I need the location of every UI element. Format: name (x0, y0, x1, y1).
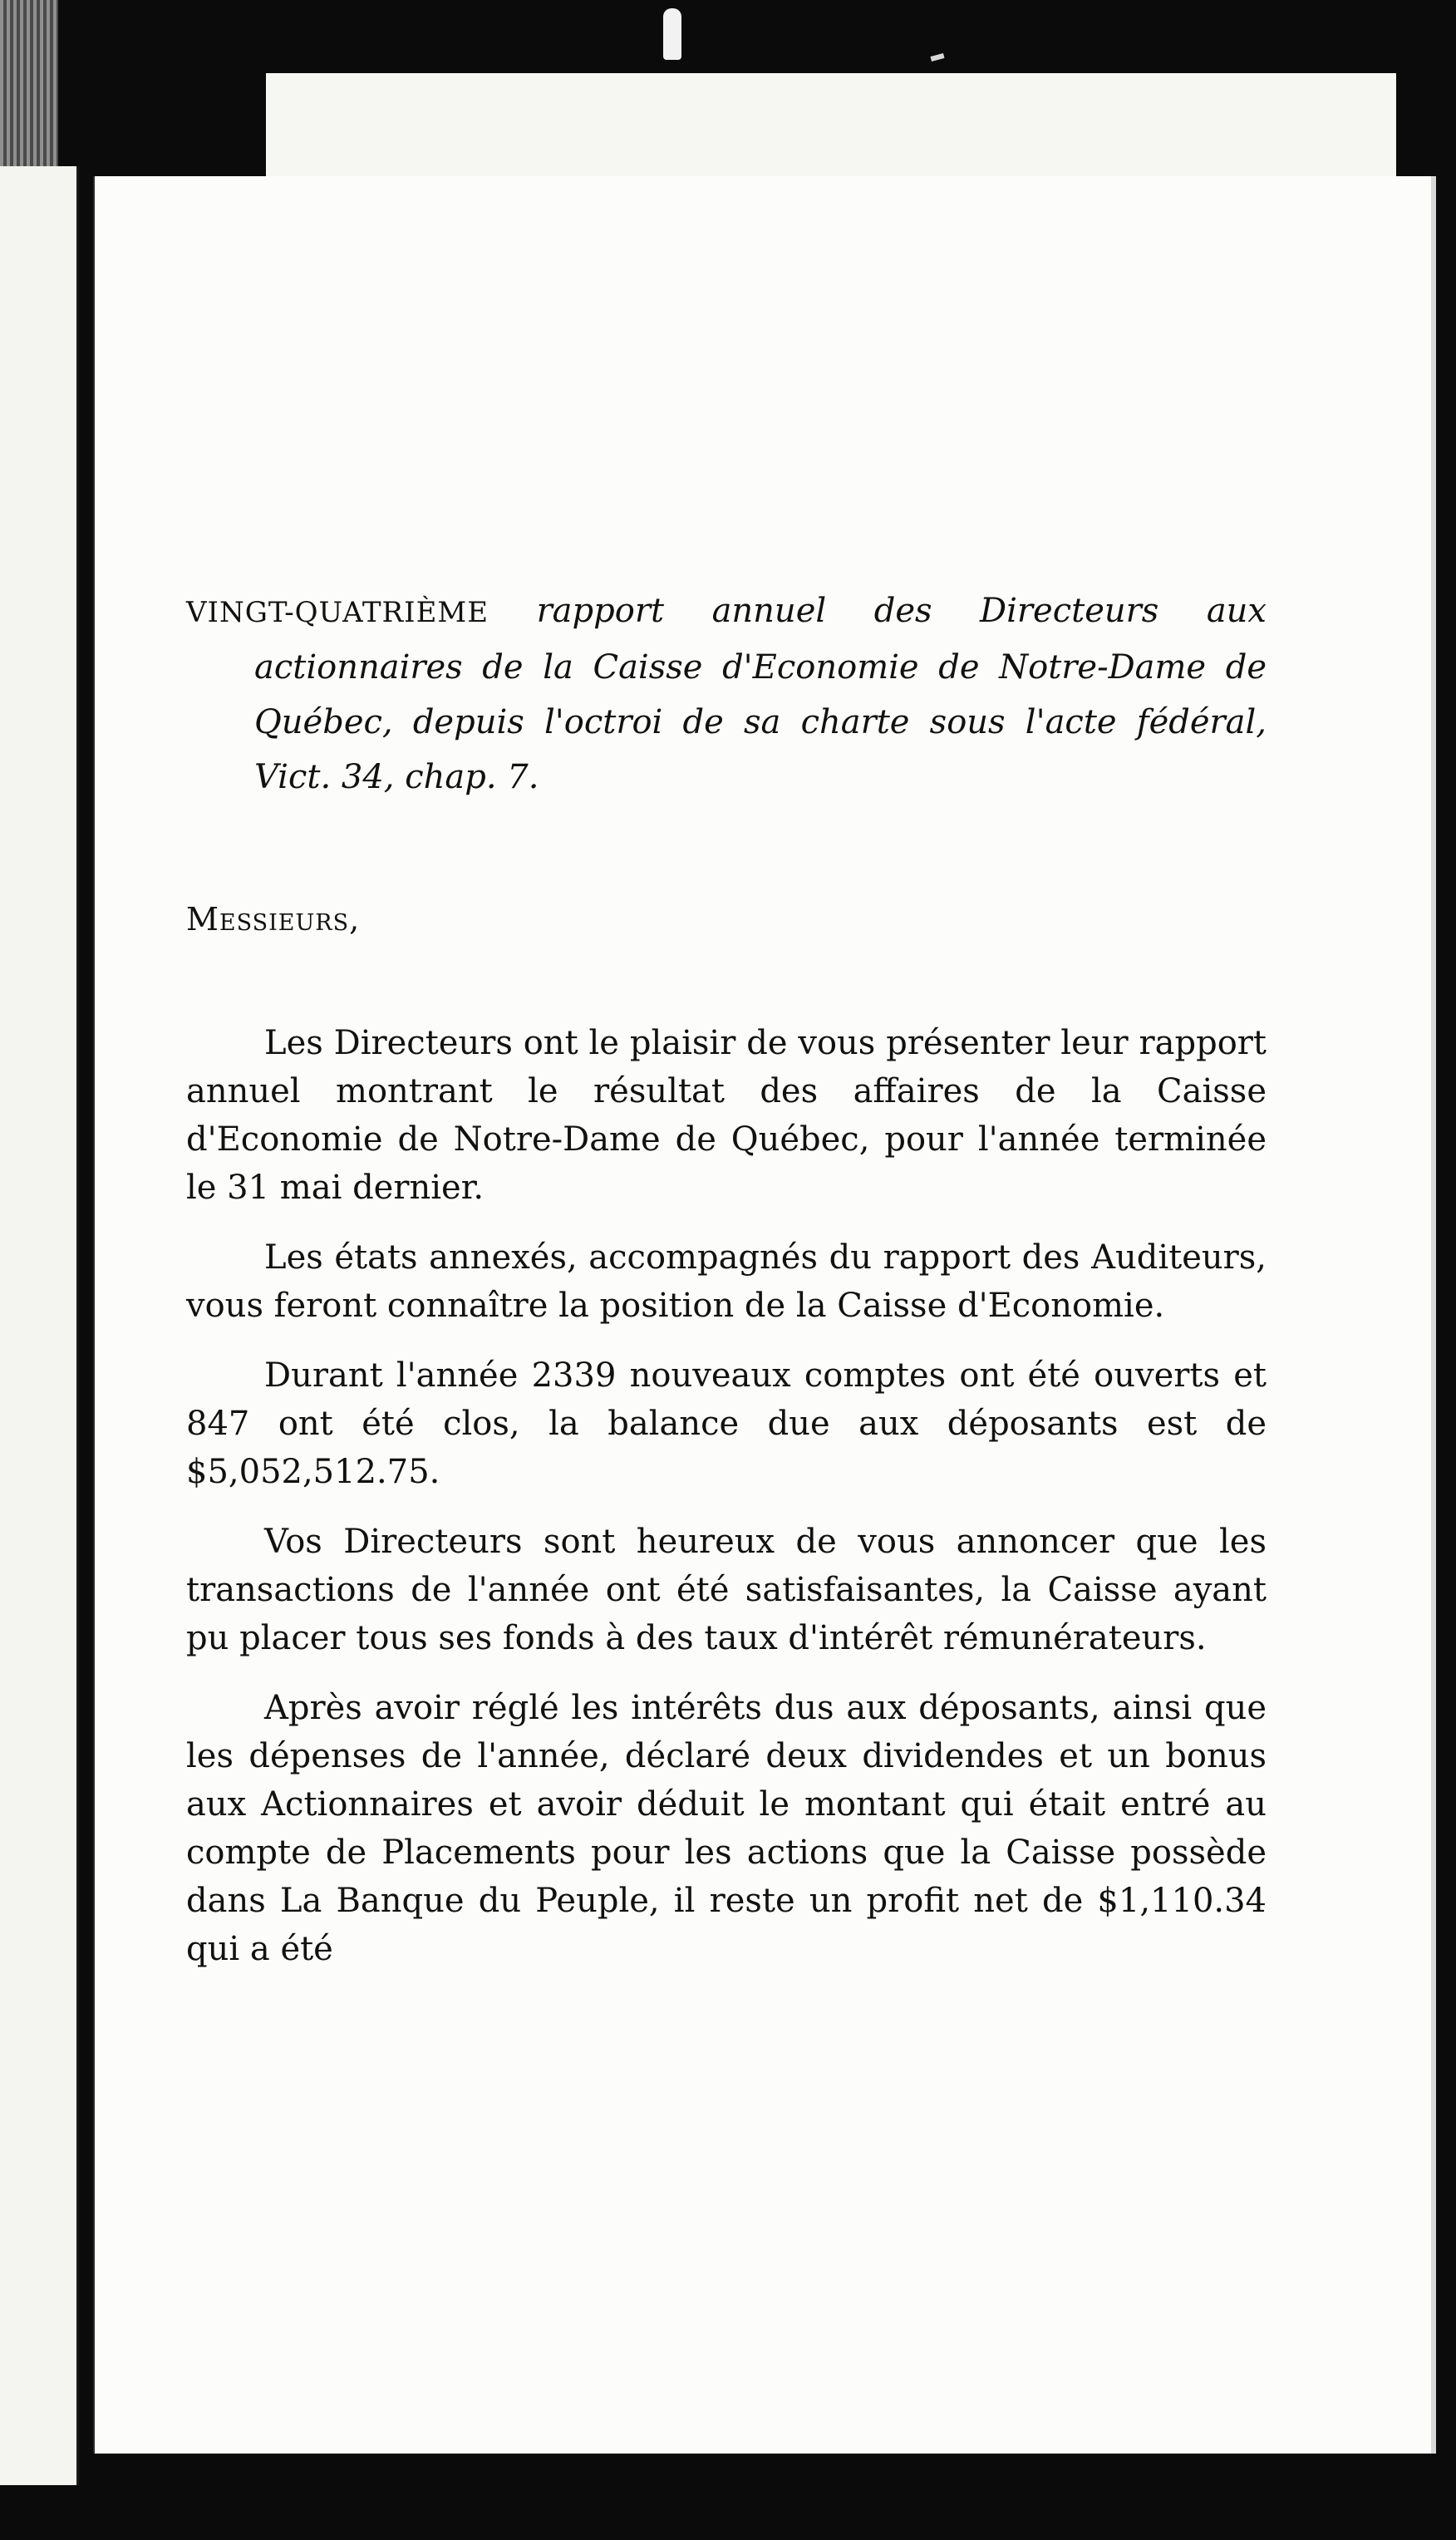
paragraph: Vos Directeurs sont heureux de vous annoncer que les transactions de l'année ont été satisfaisantes, la Caisse ayant pu placer tous ses fonds à des taux d'intérêt rémunérateurs. (186, 1523, 1267, 1657)
binding-tape (0, 0, 58, 175)
report-title (186, 583, 1267, 805)
report-title-ordinal: VINGT-QUATRIÈME (186, 596, 489, 629)
salutation: Messieurs, (186, 901, 361, 938)
page-content (186, 583, 1267, 1973)
paragraph: Les Directeurs ont le plaisir de vous présenter leur rapport annuel montrant le résultat des affaires de la Caisse d'Economie de Notre-Dame de Québec, pour l'année terminée le 31 mai dernier. (186, 1024, 1267, 1207)
previous-page-edge (0, 166, 79, 2485)
paragraph: Après avoir réglé les intérêts dus aux déposants, ainsi que les dépenses de l'année, déclaré deux dividendes et un bonus aux Actionnaires et avoir déduit le montant qui était entré au compte de Placements pour les actions que la Caisse possède dans La Banque du Peuple, il reste un profit net de $1,110.34 qui a été (186, 1689, 1267, 1968)
document-page (93, 176, 1431, 2454)
paragraph: Durant l'année 2339 nouveaux comptes ont été ouverts et 847 ont été clos, la balance due aux déposants est de $5,052,512.75. (186, 1356, 1267, 1491)
scan-speck (930, 53, 944, 62)
report-title-text: rapport annuel des Directeurs aux actionnaires de la Caisse d'Economie de Notre-Dame de Québec, depuis l'octroi de sa charte sous l'acte fédéral, Vict. 34, chap. 7. (254, 592, 1267, 796)
paragraph: Les états annexés, accompagnés du rapport des Auditeurs, vous feront connaître la position de la Caisse d'Economie. (186, 1238, 1267, 1325)
scan-marker (663, 8, 681, 60)
